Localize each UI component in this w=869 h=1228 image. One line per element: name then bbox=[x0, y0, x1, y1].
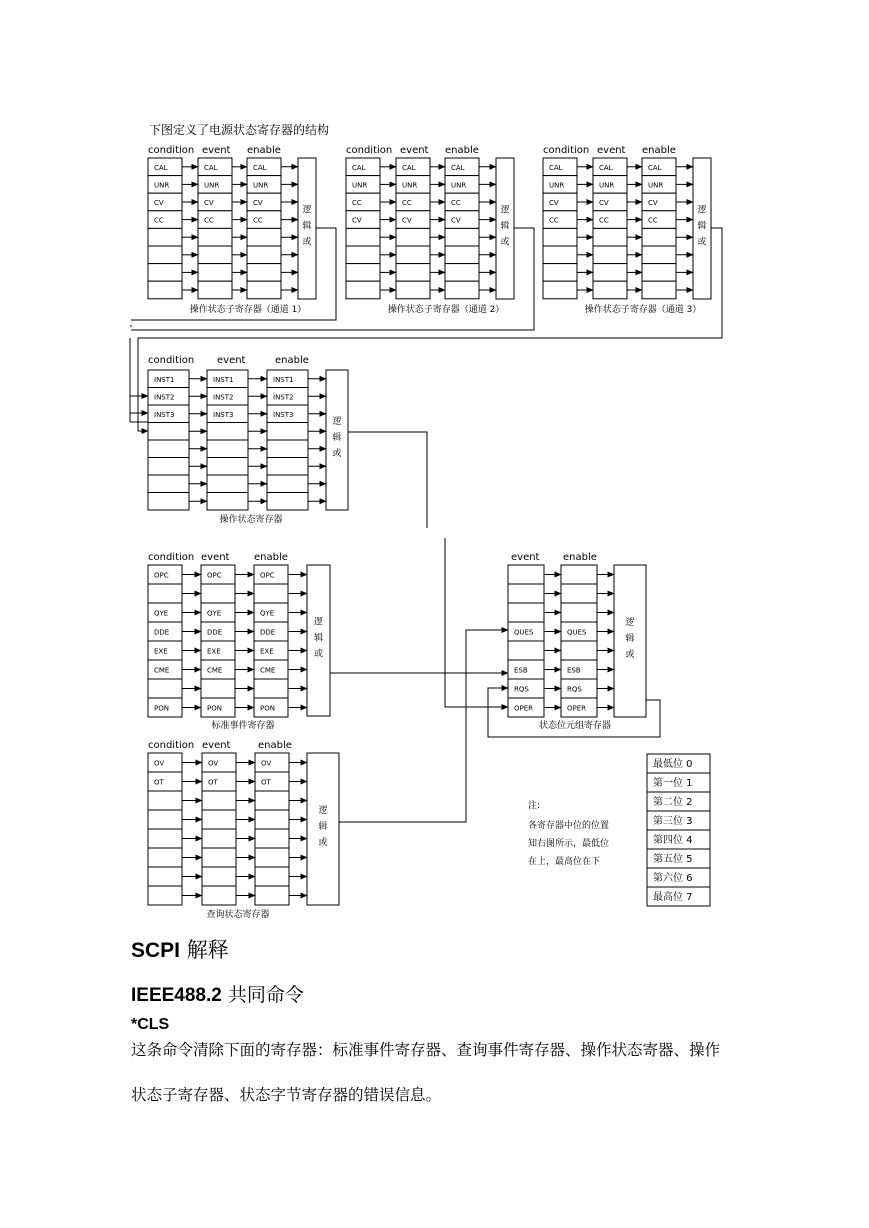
channel-1-block-logic-or-label: 逻 bbox=[302, 205, 312, 216]
operation-block-logic-or-label: 或 bbox=[332, 449, 342, 459]
status-byte-block-event-cell bbox=[508, 641, 544, 660]
channel-3-block-event-bit-label: CV bbox=[599, 199, 609, 207]
questionable-block-event-bit-label: OV bbox=[208, 759, 219, 768]
questionable-block-header-enable: enable bbox=[258, 740, 292, 751]
channel-3-block-caption: 操作状态子寄存器（通道 3） bbox=[584, 305, 702, 315]
operation-block-caption: 操作状态寄存器 bbox=[219, 515, 283, 525]
standard-event-block-logic-or-label: 逻 bbox=[313, 617, 324, 628]
status-byte-block-event-cell bbox=[508, 584, 544, 603]
questionable-block-enable-cell bbox=[255, 791, 289, 810]
status-byte-block-logic-or-label: 辑 bbox=[625, 634, 635, 644]
questionable-block-enable-cell bbox=[255, 867, 289, 886]
standard-event-block-header-enable: enable bbox=[254, 552, 288, 563]
paragraph-line-1: 这条命令清除下面的寄存器：标准事件寄存器、查询事件寄存器、操作状态寄器、操作 bbox=[131, 1041, 721, 1059]
channel-2-block-enable-bit-label: CC bbox=[451, 199, 461, 207]
status-byte-block-caption: 状态位元组寄存器 bbox=[538, 721, 612, 731]
channel-1-block-condition-bit-label: CAL bbox=[154, 163, 168, 172]
status-byte-block-header-enable: enable bbox=[563, 552, 597, 563]
channel-2-block-event-cell bbox=[396, 228, 430, 246]
bit-legend-label: 第五位 5 bbox=[653, 854, 693, 865]
paragraph-line-2: 状态子寄存器、状态字节寄存器的错误信息。 bbox=[131, 1086, 442, 1104]
standard-event-block-enable-bit-label: DDE bbox=[260, 628, 276, 637]
channel-3-block-condition-cell bbox=[543, 281, 577, 299]
channel-1-block-event-bit-label: CC bbox=[204, 216, 214, 225]
bit-legend-label: 最高位 7 bbox=[653, 892, 693, 903]
channel-3-block-enable-bit-label: CV bbox=[648, 199, 658, 207]
standard-event-block-condition-bit-label: PON bbox=[154, 704, 169, 713]
operation-block-condition-cell bbox=[148, 458, 189, 476]
questionable-block-condition-bit-label: OV bbox=[154, 759, 165, 768]
status-byte-block-event-bit-label: ESB bbox=[514, 666, 528, 675]
status-byte-block-event-cell bbox=[508, 603, 544, 622]
status-byte-block-enable-cell bbox=[561, 584, 597, 603]
questionable-block-enable-bit-label: OV bbox=[261, 759, 272, 768]
channel-1-block-condition-bit-label: CC bbox=[154, 216, 164, 225]
channel-3-block-enable-cell bbox=[642, 264, 676, 282]
note-line: 各寄存器中位的位置 bbox=[528, 821, 610, 831]
questionable-block-enable-cell bbox=[255, 810, 289, 829]
standard-event-block-condition-bit-label: QYE bbox=[154, 609, 169, 618]
status-byte-block-event-bit-label: RQS bbox=[514, 685, 529, 694]
status-byte-block-event-bit-label: OPER bbox=[514, 704, 534, 713]
operation-block-enable-cell bbox=[267, 475, 308, 493]
command-heading: *CLS bbox=[131, 1016, 170, 1033]
channel-1-block-event-bit-label: CV bbox=[204, 199, 214, 207]
subsection-title-cjk: 共同命令 bbox=[227, 984, 304, 1006]
questionable-block-enable-cell bbox=[255, 829, 289, 848]
bit-legend-label: 第四位 4 bbox=[653, 835, 693, 846]
standard-event-block-condition-bit-label: CME bbox=[154, 666, 170, 675]
standard-event-block-event-bit-label: QYE bbox=[207, 609, 222, 618]
status-byte-block-enable-cell bbox=[561, 603, 597, 622]
channel-2-block-logic-or-label: 或 bbox=[500, 237, 510, 248]
status-byte-block-enable-bit-label: ESB bbox=[567, 666, 581, 675]
channel-2-block-condition-cell bbox=[346, 228, 380, 246]
channel-3-block-header-enable: enable bbox=[642, 145, 676, 156]
channel-1-block-condition-cell bbox=[148, 228, 182, 246]
standard-event-block-logic-or-label: 或 bbox=[313, 649, 324, 660]
channel-1-block-enable-cell bbox=[247, 246, 281, 264]
channel-3-block-event-cell bbox=[593, 228, 627, 246]
operation-block-enable-cell bbox=[267, 423, 308, 441]
bit-legend-label: 第三位 3 bbox=[653, 816, 693, 827]
questionable-block-condition-cell bbox=[148, 791, 182, 810]
channel-3-block-condition-cell bbox=[543, 264, 577, 282]
channel-1-block-event-cell bbox=[198, 246, 232, 264]
operation-block-condition-cell bbox=[148, 423, 189, 441]
wire-oper-out bbox=[348, 432, 427, 528]
channel-1-block-condition-cell bbox=[148, 281, 182, 299]
questionable-block-logic-or-label: 逻 bbox=[318, 806, 328, 816]
questionable-block-logic-or-label: 辑 bbox=[318, 822, 328, 832]
status-byte-block-logic-or-label: 或 bbox=[625, 650, 635, 660]
questionable-block-event-cell bbox=[202, 810, 236, 829]
channel-1-block-event-cell bbox=[198, 264, 232, 282]
status-byte-block-event-bit-label: QUES bbox=[514, 628, 534, 637]
operation-block-enable-cell bbox=[267, 493, 308, 511]
questionable-block-enable-bit-label: OT bbox=[261, 778, 271, 787]
channel-1-block-enable-cell bbox=[247, 281, 281, 299]
channel-2-block-enable-cell bbox=[445, 246, 479, 264]
standard-event-block-condition-bit-label: EXE bbox=[154, 647, 168, 656]
operation-block-event-cell bbox=[207, 493, 248, 511]
standard-event-block-logic-or-label: 辑 bbox=[313, 633, 324, 644]
bit-legend-label: 第二位 2 bbox=[653, 797, 693, 808]
standard-event-block-condition-bit-label: DDE bbox=[154, 628, 170, 637]
section-title bbox=[131, 934, 229, 964]
operation-block-condition-bit-label: INST1 bbox=[154, 375, 175, 384]
bit-legend-label: 最低位 0 bbox=[653, 759, 693, 770]
channel-3-block-logic-or-label: 或 bbox=[697, 237, 707, 248]
channel-3-block-condition-bit-label: UNR bbox=[549, 181, 565, 190]
channel-3-block-condition-cell bbox=[543, 228, 577, 246]
operation-block-enable-cell bbox=[267, 458, 308, 476]
channel-2-block-logic-or-label: 辑 bbox=[500, 221, 510, 232]
standard-event-block-event-cell bbox=[201, 679, 235, 698]
channel-1-block-caption: 操作状态子寄存器（通道 1） bbox=[189, 305, 307, 315]
bit-legend-label: 第六位 6 bbox=[653, 873, 693, 884]
channel-3-block-enable-cell bbox=[642, 281, 676, 299]
channel-1-block-enable-bit-label: CV bbox=[253, 199, 263, 207]
channel-1-block-condition-bit-label: CV bbox=[154, 199, 164, 207]
wire-ques bbox=[339, 630, 508, 822]
operation-block-condition-cell bbox=[148, 475, 189, 493]
status-byte-block-enable-bit-label: RQS bbox=[567, 685, 582, 694]
channel-1-block-condition-bit-label: UNR bbox=[154, 181, 170, 190]
channel-2-block-event-bit-label: CC bbox=[402, 199, 412, 207]
operation-block-enable-bit-label: INST2 bbox=[273, 393, 294, 402]
channel-2-block-event-bit-label: CAL bbox=[402, 163, 416, 172]
channel-2-block-header-event: event bbox=[400, 145, 429, 156]
channel-2-block-event-cell bbox=[396, 246, 430, 264]
channel-2-block-event-cell bbox=[396, 264, 430, 282]
channel-3-block-logic-or-label: 逻 bbox=[697, 205, 707, 216]
subsection-title-latin: IEEE488.2 bbox=[131, 985, 222, 1006]
questionable-block-event-cell bbox=[202, 886, 236, 905]
questionable-block-event-cell bbox=[202, 829, 236, 848]
channel-1-block-enable-cell bbox=[247, 264, 281, 282]
standard-event-block-enable-cell bbox=[254, 679, 288, 698]
channel-2-block-caption: 操作状态子寄存器（通道 2） bbox=[387, 305, 505, 315]
operation-block-header-event: event bbox=[217, 355, 246, 366]
channel-1-block-header-enable: enable bbox=[247, 145, 281, 156]
channel-2-block-event-bit-label: CV bbox=[402, 216, 412, 225]
standard-event-block-enable-bit-label: PON bbox=[260, 704, 275, 713]
standard-event-block-enable-cell bbox=[254, 584, 288, 603]
channel-3-block-enable-cell bbox=[642, 246, 676, 264]
standard-event-block-header-condition: condition bbox=[148, 552, 195, 563]
standard-event-block-event-bit-label: EXE bbox=[207, 647, 221, 656]
standard-event-block-caption: 标准事件寄存器 bbox=[211, 721, 275, 731]
channel-3-block-logic-or-label: 辑 bbox=[697, 221, 707, 232]
wire-oper-in bbox=[445, 538, 508, 707]
channel-1-block-event-bit-label: UNR bbox=[204, 181, 220, 190]
channel-1-block-logic-or-label: 辑 bbox=[302, 221, 312, 232]
questionable-block-event-cell bbox=[202, 848, 236, 867]
questionable-block-condition-cell bbox=[148, 829, 182, 848]
questionable-block-enable-cell bbox=[255, 886, 289, 905]
operation-block-event-cell bbox=[207, 423, 248, 441]
standard-event-block-enable-bit-label: OPC bbox=[260, 571, 275, 580]
channel-3-block-event-bit-label: CC bbox=[599, 216, 609, 225]
channel-2-block-condition-cell bbox=[346, 264, 380, 282]
questionable-block-header-event: event bbox=[202, 740, 231, 751]
note-line: 知右图所示，最低位 bbox=[528, 839, 610, 849]
standard-event-block-condition-cell bbox=[148, 679, 182, 698]
questionable-block-condition-cell bbox=[148, 848, 182, 867]
operation-block-event-cell bbox=[207, 475, 248, 493]
channel-3-block-enable-bit-label: CC bbox=[648, 216, 658, 225]
questionable-block-logic-or-label: 或 bbox=[318, 838, 328, 848]
operation-block-enable-bit-label: INST3 bbox=[273, 410, 294, 419]
channel-3-block-event-bit-label: UNR bbox=[599, 181, 615, 190]
operation-block-enable-cell bbox=[267, 440, 308, 458]
note-title: 注: bbox=[528, 801, 541, 811]
channel-3-block-event-cell bbox=[593, 281, 627, 299]
standard-event-block-condition-bit-label: OPC bbox=[154, 571, 169, 580]
status-byte-block-enable-cell bbox=[561, 565, 597, 584]
channel-2-block-enable-bit-label: CAL bbox=[451, 163, 465, 172]
status-byte-block-enable-bit-label: OPER bbox=[567, 704, 587, 713]
questionable-block-condition-cell bbox=[148, 867, 182, 886]
channel-3-block-condition-bit-label: CV bbox=[549, 199, 559, 207]
channel-3-block-enable-bit-label: UNR bbox=[648, 181, 664, 190]
operation-block-event-bit-label: INST3 bbox=[213, 410, 234, 419]
section-title-cjk: 解释 bbox=[186, 938, 229, 962]
questionable-block-event-cell bbox=[202, 791, 236, 810]
channel-1-block-enable-bit-label: CC bbox=[253, 216, 263, 225]
status-byte-block-enable-cell bbox=[561, 641, 597, 660]
channel-3-block-condition-cell bbox=[543, 246, 577, 264]
standard-event-block-event-cell bbox=[201, 584, 235, 603]
channel-3-block-header-condition: condition bbox=[543, 145, 590, 156]
bit-legend-label: 第一位 1 bbox=[653, 778, 693, 789]
operation-block-condition-cell bbox=[148, 493, 189, 511]
questionable-block-event-bit-label: OT bbox=[208, 778, 218, 787]
standard-event-block-event-bit-label: CME bbox=[207, 666, 223, 675]
channel-3-block-enable-bit-label: CAL bbox=[648, 163, 662, 172]
channel-2-block-header-condition: condition bbox=[346, 145, 393, 156]
channel-1-block-logic-or-label: 或 bbox=[302, 237, 312, 248]
operation-block-enable-bit-label: INST1 bbox=[273, 375, 294, 384]
channel-2-block-enable-bit-label: UNR bbox=[451, 181, 467, 190]
channel-2-block-condition-bit-label: CC bbox=[352, 199, 362, 207]
channel-3-block-condition-bit-label: CC bbox=[549, 216, 559, 225]
standard-event-block-event-bit-label: OPC bbox=[207, 571, 222, 580]
questionable-block-condition-bit-label: OT bbox=[154, 778, 164, 787]
questionable-block-event-cell bbox=[202, 867, 236, 886]
channel-3-block-condition-bit-label: CAL bbox=[549, 163, 563, 172]
channel-1-block-enable-cell bbox=[247, 228, 281, 246]
operation-block-header-enable: enable bbox=[275, 355, 309, 366]
channel-1-block-event-cell bbox=[198, 228, 232, 246]
standard-event-block-enable-bit-label: CME bbox=[260, 666, 276, 675]
channel-1-block-enable-bit-label: CAL bbox=[253, 163, 267, 172]
section-title-latin: SCPI bbox=[131, 939, 181, 962]
channel-3-block-event-cell bbox=[593, 264, 627, 282]
channel-1-block-header-event: event bbox=[202, 145, 231, 156]
channel-3-block-header-event: event bbox=[597, 145, 626, 156]
channel-1-block-condition-cell bbox=[148, 246, 182, 264]
questionable-block-caption: 查询状态寄存器 bbox=[206, 910, 270, 920]
channel-2-block-header-enable: enable bbox=[445, 145, 479, 156]
channel-3-block-event-cell bbox=[593, 246, 627, 264]
questionable-block-condition-cell bbox=[148, 886, 182, 905]
channel-2-block-condition-bit-label: CAL bbox=[352, 163, 366, 172]
operation-block-event-cell bbox=[207, 440, 248, 458]
status-byte-block-enable-bit-label: QUES bbox=[567, 628, 587, 637]
subsection-title bbox=[131, 980, 304, 1007]
channel-1-block-condition-cell bbox=[148, 264, 182, 282]
channel-3-block-enable-cell bbox=[642, 228, 676, 246]
status-byte-block-event-cell bbox=[508, 565, 544, 584]
note-line: 在上，最高位在下 bbox=[528, 857, 601, 867]
channel-2-block-condition-bit-label: CV bbox=[352, 216, 362, 225]
standard-event-block-header-event: event bbox=[201, 552, 230, 563]
questionable-block-condition-cell bbox=[148, 810, 182, 829]
standard-event-block-event-bit-label: DDE bbox=[207, 628, 223, 637]
channel-2-block-condition-bit-label: UNR bbox=[352, 181, 368, 190]
operation-block-event-bit-label: INST2 bbox=[213, 393, 234, 402]
channel-2-block-enable-cell bbox=[445, 228, 479, 246]
standard-event-block-condition-cell bbox=[148, 584, 182, 603]
operation-block-logic-or-label: 逻 bbox=[332, 417, 342, 427]
channel-1-block-event-cell bbox=[198, 281, 232, 299]
operation-block-header-condition: condition bbox=[148, 355, 195, 366]
channel-2-block-condition-cell bbox=[346, 246, 380, 264]
operation-block-condition-bit-label: INST2 bbox=[154, 393, 175, 402]
channel-3-block-event-bit-label: CAL bbox=[599, 163, 613, 172]
channel-2-block-enable-bit-label: CV bbox=[451, 216, 461, 225]
questionable-block-enable-cell bbox=[255, 848, 289, 867]
status-byte-block-logic-or-label: 逻 bbox=[625, 618, 635, 628]
standard-event-block-enable-bit-label: EXE bbox=[260, 647, 274, 656]
operation-block-logic-or-label: 辑 bbox=[332, 433, 342, 443]
operation-block-condition-bit-label: INST3 bbox=[154, 410, 175, 419]
channel-2-block-event-bit-label: UNR bbox=[402, 181, 418, 190]
status-byte-block-header-event: event bbox=[511, 552, 540, 563]
channel-2-block-condition-cell bbox=[346, 281, 380, 299]
channel-1-block-enable-bit-label: UNR bbox=[253, 181, 269, 190]
operation-block-event-bit-label: INST1 bbox=[213, 375, 234, 384]
operation-block-condition-cell bbox=[148, 440, 189, 458]
channel-2-block-event-cell bbox=[396, 281, 430, 299]
channel-2-block-logic-or-label: 逻 bbox=[500, 205, 510, 216]
channel-2-block-enable-cell bbox=[445, 264, 479, 282]
channel-2-block-enable-cell bbox=[445, 281, 479, 299]
standard-event-block-event-bit-label: PON bbox=[207, 704, 222, 713]
intro-caption: 下图定义了电源状态寄存器的结构 bbox=[149, 123, 330, 137]
channel-1-block-header-condition: condition bbox=[148, 145, 195, 156]
standard-event-block-enable-bit-label: QYE bbox=[260, 609, 275, 618]
channel-1-block-event-bit-label: CAL bbox=[204, 163, 218, 172]
questionable-block-header-condition: condition bbox=[148, 740, 195, 751]
operation-block-event-cell bbox=[207, 458, 248, 476]
